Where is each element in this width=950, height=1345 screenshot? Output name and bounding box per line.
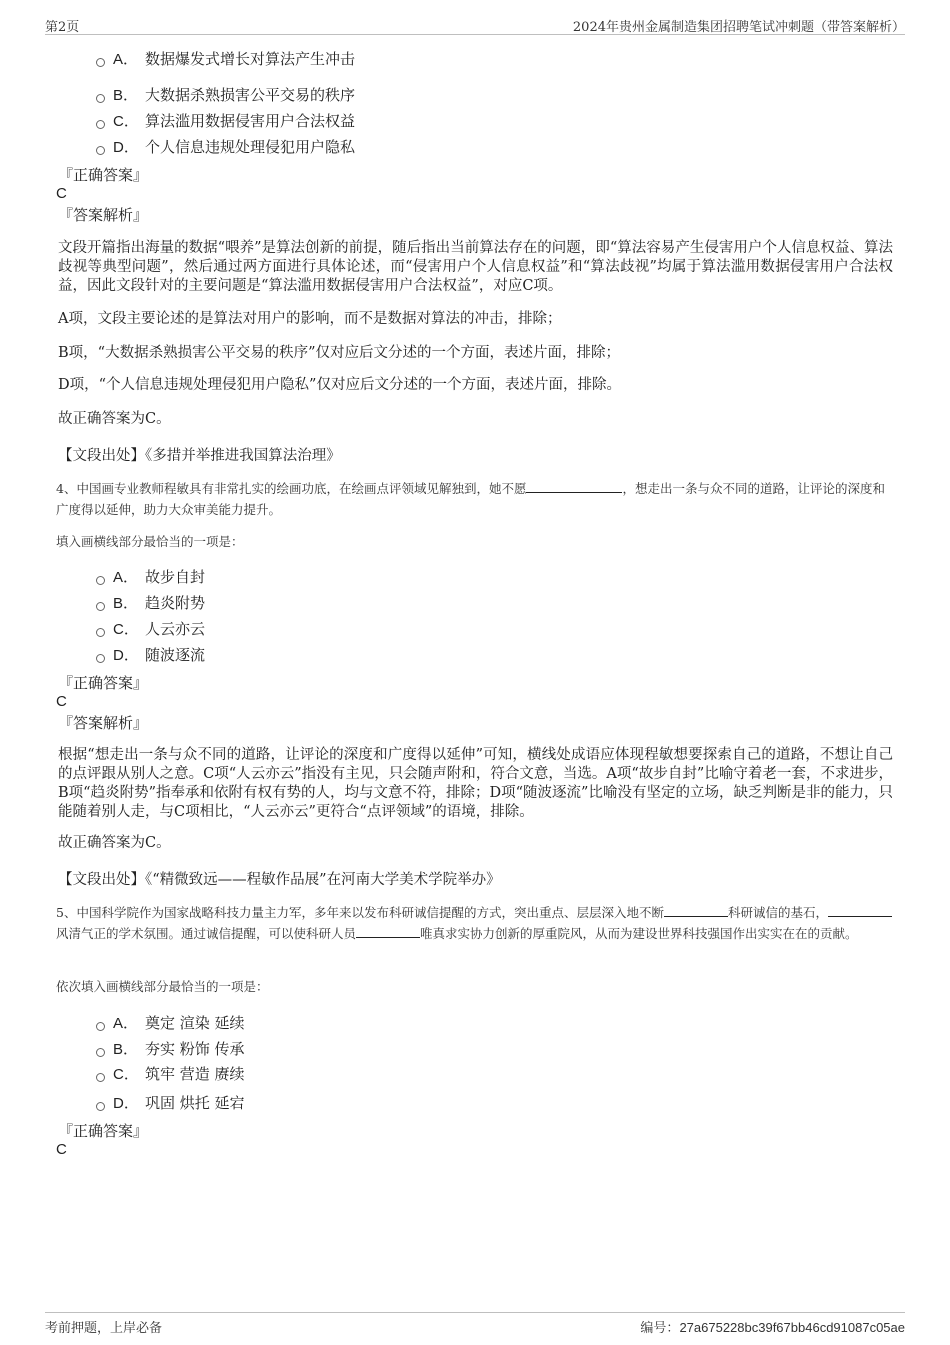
q4-prompt: 填入画横线部分最恰当的一项是： — [56, 534, 244, 549]
q3-analysis-paragraph: 文段开篇指出海量的数据“喂养”是算法创新的前提，随后指出当前算法存在的问题，即“算法容易产生侵害用户个人信息权益、算法歧视等典型问题”，然后通过两方面进行具体论述，而“侵害用户个人信息权益”和“算法歧视”均属于算法滥用数据侵害用户合法权益，因此文段针对的主要问题是“算法滥用数据侵害用户合法权益”，对应C项。 — [58, 240, 893, 294]
q4-answer: C — [56, 693, 67, 710]
q4-blank — [526, 480, 622, 493]
q3-analysis-label: 『答案解析』 — [58, 206, 149, 224]
footer-slogan: 考前押题，上岸必备 — [45, 1321, 163, 1336]
q4-question-text: 4、中国画专业教师程敏具有非常扎实的绘画功底，在绘画点评领域见解独到，她不愿 ，想走出一条与众不同的道路，让评论的深度和广度得以延伸，助力大众审美能力提升。 — [56, 481, 885, 517]
radio-icon[interactable] — [96, 576, 105, 585]
q5-option-c[interactable]: C． 筑牢 营造 赓续 — [96, 1063, 245, 1085]
q3-analysis-paragraph: A项，文段主要论述的是算法对用户的影响，而不是数据对算法的冲击，排除； — [58, 311, 562, 327]
radio-icon[interactable] — [96, 120, 105, 129]
radio-icon[interactable] — [96, 628, 105, 637]
q3-option-a[interactable]: A． 数据爆发式增长对算法产生冲击 — [96, 48, 355, 70]
radio-icon[interactable] — [96, 94, 105, 103]
q4-analysis-label: 『答案解析』 — [58, 714, 149, 732]
q4-option-c[interactable]: C． 人云亦云 — [96, 618, 205, 640]
q4-analysis-paragraph: 根据“想走出一条与众不同的道路，让评论的深度和广度得以延伸”可知，横线处成语应体现程敏想要探索自己的道路，不想让自己的点评跟从别人之意。C项“人云亦云”指没有主见，只会随声附和，符合文意，当选。A项“故步自封”比喻守着老一套，不求进步，B项“趋炎附势”指奉承和依附有权有势的人，均与文意不符，排除；D项“随波逐流”比喻没有坚定的立场，缺乏判断是非的能力，只能随着别人走，与C项相比，“人云亦云”更符合“点评领域”的语境，排除。 — [58, 747, 893, 820]
q4-conclusion: 故正确答案为C。 — [58, 835, 171, 851]
q3-source: 【文段出处】《多措并举推进我国算法治理》 — [58, 448, 341, 464]
q3-answer-label: 『正确答案』 — [58, 166, 149, 184]
q5-option-b[interactable]: B． 夯实 粉饰 传承 — [96, 1038, 245, 1060]
q4-source: 【文段出处】《“精微致远——程敏作品展”在河南大学美术学院举办》 — [58, 872, 501, 888]
q5-blank-1 — [664, 904, 728, 917]
q4-option-b[interactable]: B． 趋炎附势 — [96, 592, 205, 614]
q3-conclusion: 故正确答案为C。 — [58, 411, 171, 427]
q4-answer-label: 『正确答案』 — [58, 674, 149, 692]
radio-icon[interactable] — [96, 1102, 105, 1111]
q3-analysis-paragraph: D项，“个人信息违规处理侵犯用户隐私”仅对应后文分述的一个方面，表述片面，排除。 — [58, 377, 621, 393]
page-footer — [45, 1312, 905, 1335]
document-title: 2024年贵州金属制造集团招聘笔试冲刺题（带答案解析） — [572, 20, 905, 35]
q3-option-b[interactable]: B． 大数据杀熟损害公平交易的秩序 — [96, 84, 355, 106]
radio-icon[interactable] — [96, 1022, 105, 1031]
q5-blank-2 — [828, 904, 892, 917]
page-number: 第2页 — [45, 20, 80, 35]
q3-option-c[interactable]: C． 算法滥用数据侵害用户合法权益 — [96, 110, 355, 132]
q3-analysis-paragraph: B项，“大数据杀熟损害公平交易的秩序”仅对应后文分述的一个方面，表述片面，排除； — [58, 345, 620, 361]
radio-icon[interactable] — [96, 58, 105, 67]
q3-answer: C — [56, 185, 67, 202]
radio-icon[interactable] — [96, 1073, 105, 1082]
radio-icon[interactable] — [96, 654, 105, 663]
q5-option-d[interactable]: D． 巩固 烘托 延宕 — [96, 1092, 245, 1114]
q5-blank-3 — [356, 925, 420, 938]
q5-question-text: 5、中国科学院作为国家战略科技力量主力军，多年来以发布科研诚信提醒的方式，突出重点、层层深入地不断 科研诚信的基石，风清气正的学术氛围。通过诚信提醒，可以使科研人员 唯真求实协力创新的厚重院风，从而为建设世界科技强国作出实实在在的贡献。 — [56, 902, 896, 944]
q5-option-a[interactable]: A． 奠定 渲染 延续 — [96, 1012, 245, 1034]
page-header — [45, 14, 905, 35]
q4-option-a[interactable]: A． 故步自封 — [96, 566, 205, 588]
q5-answer: C — [56, 1141, 67, 1158]
q5-answer-label: 『正确答案』 — [58, 1122, 149, 1140]
radio-icon[interactable] — [96, 146, 105, 155]
radio-icon[interactable] — [96, 602, 105, 611]
q5-prompt: 依次填入画横线部分最恰当的一项是： — [56, 979, 269, 994]
document-code: 编号：27a675228bc39f67bb46cd91087c05ae — [640, 1320, 905, 1336]
q4-option-d[interactable]: D． 随波逐流 — [96, 644, 205, 666]
q3-option-d[interactable]: D． 个人信息违规处理侵犯用户隐私 — [96, 136, 355, 158]
radio-icon[interactable] — [96, 1048, 105, 1057]
